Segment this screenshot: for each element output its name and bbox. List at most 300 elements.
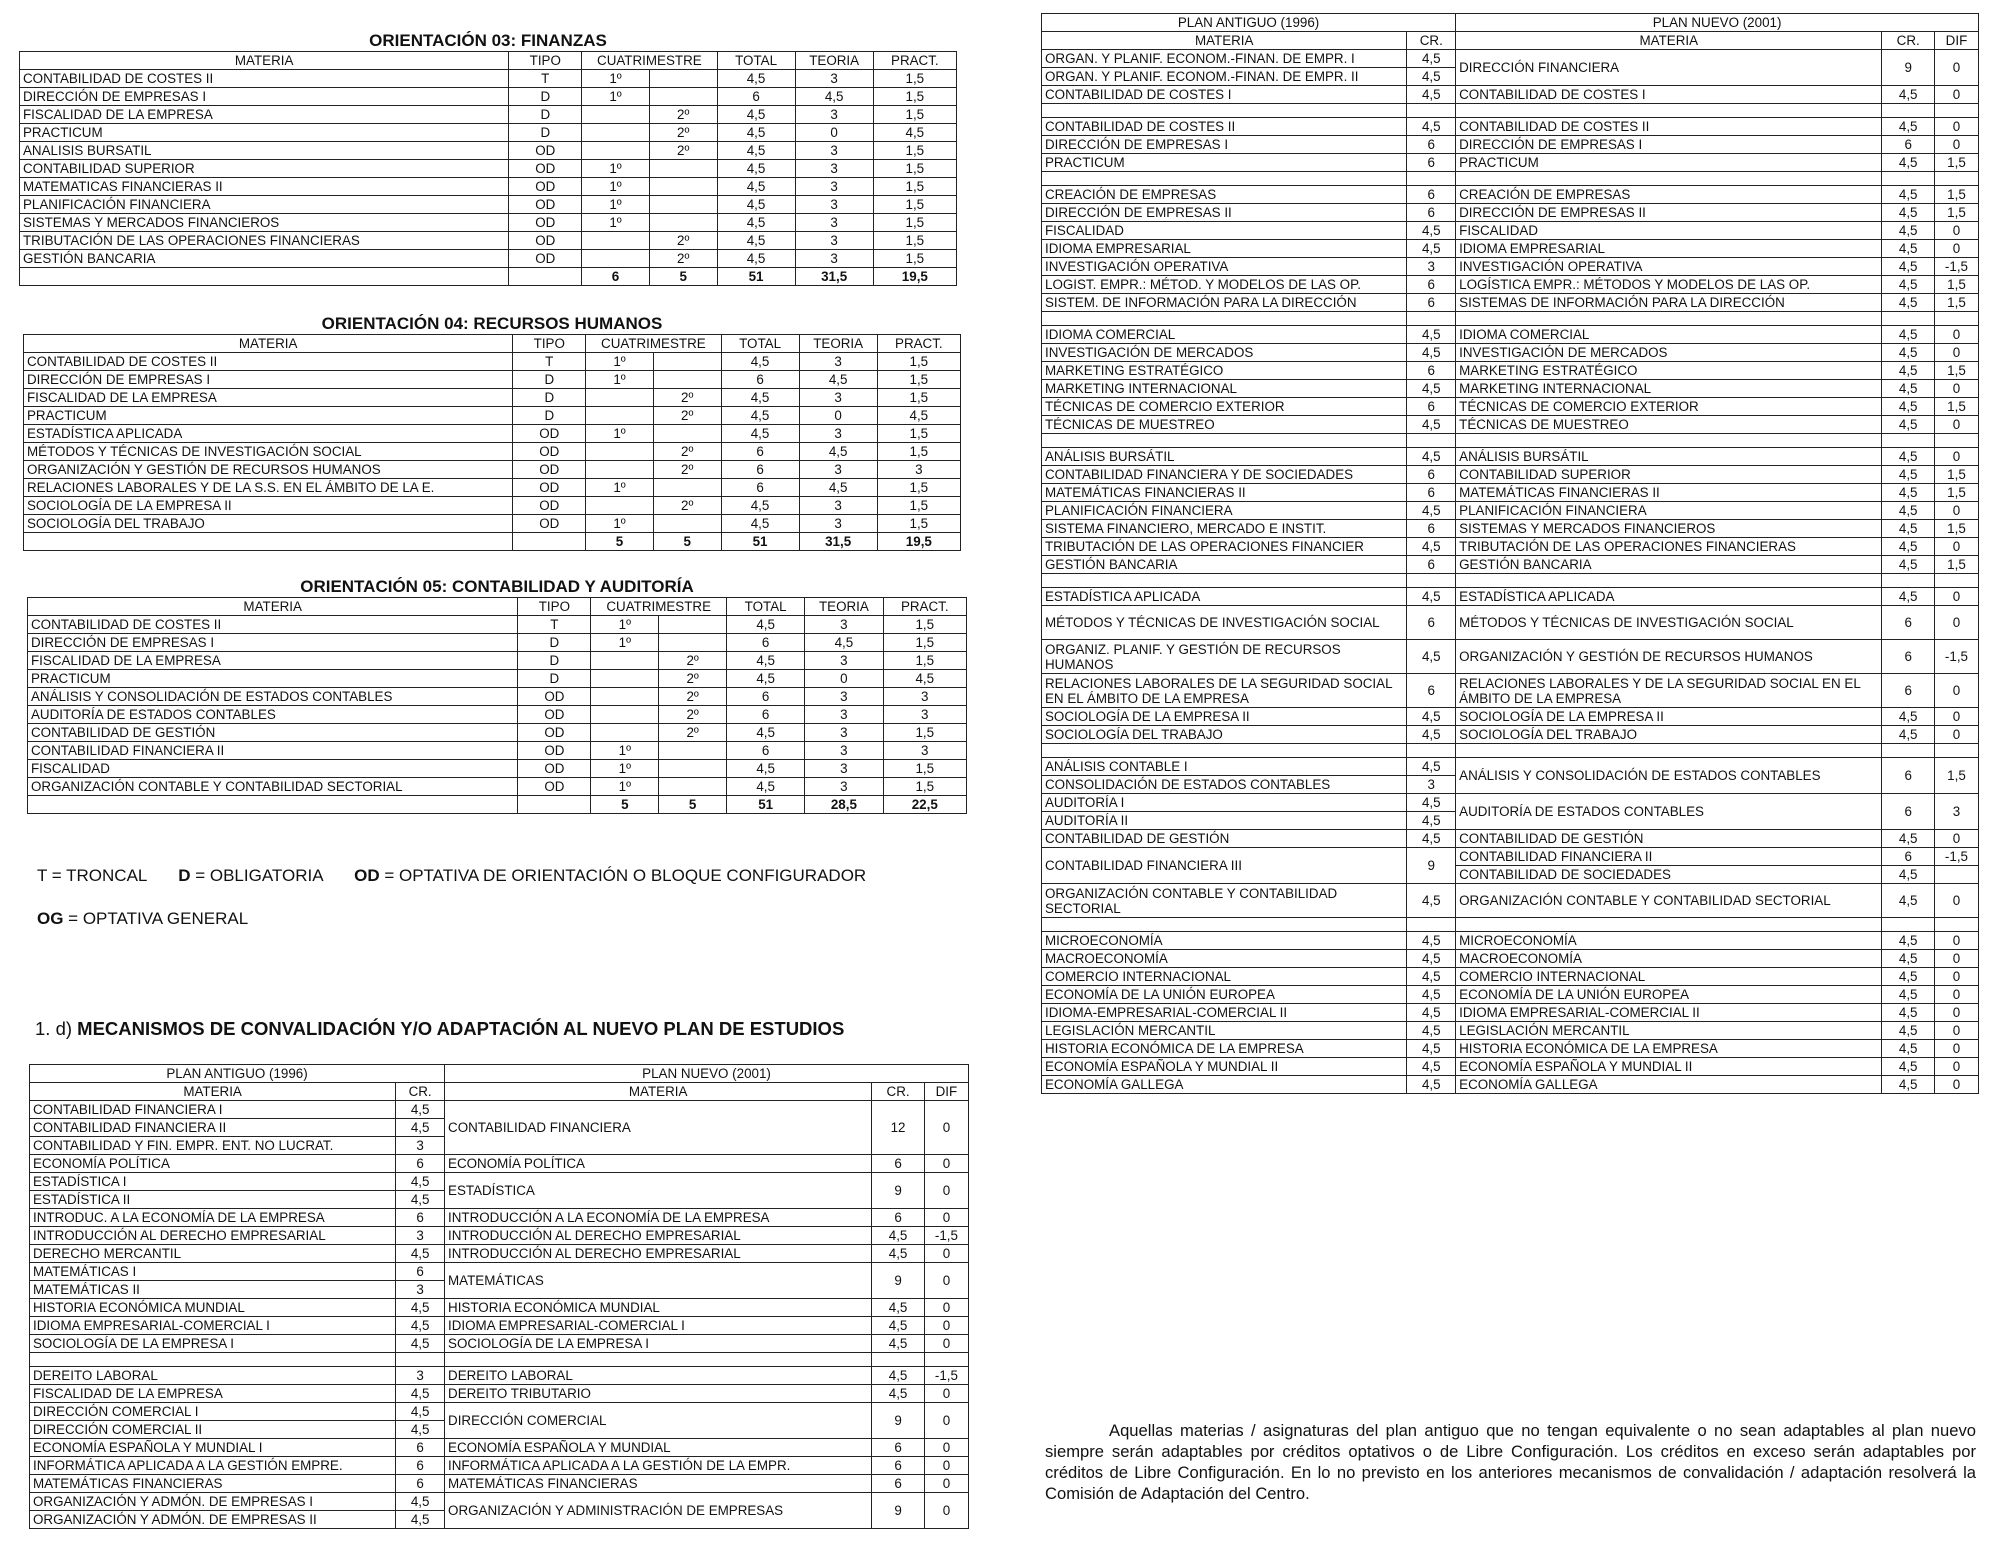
dif-cell: 0 (924, 1403, 968, 1439)
dif-cell: 1,5 (1934, 276, 1978, 294)
old-subject-cell: HISTORIA ECONÓMICA MUNDIAL (30, 1299, 396, 1317)
table-row (1042, 794, 1979, 812)
new-credits-cell: 4,5 (1882, 380, 1934, 398)
table-cell: 1º (591, 778, 659, 796)
new-credits-cell: 4,5 (1882, 1058, 1934, 1076)
dif-cell: 3 (1934, 794, 1978, 830)
table-cell: 1,5 (873, 232, 956, 250)
new-credits-cell: 4,5 (1882, 502, 1934, 520)
table-row (1042, 830, 1979, 848)
table-cell: D (518, 652, 591, 670)
new-credits-cell: 9 (872, 1493, 925, 1529)
table-cell: 1,5 (877, 497, 960, 515)
table-cell: 3 (805, 742, 883, 760)
table-cell: 4,5 (717, 70, 795, 88)
table-cell: 2º (659, 706, 727, 724)
table-row (30, 1493, 969, 1511)
new-subject-cell: INTRODUCCIÓN AL DERECHO EMPRESARIAL (445, 1227, 872, 1245)
table-cell: 4,5 (717, 142, 795, 160)
dif-cell: 0 (1934, 502, 1978, 520)
dif-cell: 0 (924, 1317, 968, 1335)
empty-cell (1407, 312, 1456, 326)
table-cell: 6 (717, 88, 795, 106)
table-row (24, 497, 961, 515)
table-row (1042, 258, 1979, 276)
new-credits-cell: 4,5 (1882, 362, 1934, 380)
table-cell: CONTABILIDAD DE COSTES II (24, 353, 513, 371)
old-subject-cell: MATEMÁTICAS FINANCIERAS II (1042, 484, 1407, 502)
new-subject-cell: INFORMÁTICA APLICADA A LA GESTIÓN DE LA EMPR. (445, 1457, 872, 1475)
new-credits-cell: 6 (872, 1155, 925, 1173)
table-row (30, 1439, 969, 1457)
table-cell: 1º (586, 515, 654, 533)
total-cell: 5 (653, 533, 721, 551)
dif-cell: 1,5 (1934, 398, 1978, 416)
dif-cell: 0 (924, 1493, 968, 1529)
old-credits-cell: 4,5 (1407, 884, 1456, 918)
empty-cell (396, 1353, 445, 1367)
old-subject-cell: ORGANIZACIÓN Y ADMÓN. DE EMPRESAS I (30, 1493, 396, 1511)
dif-cell: 0 (1934, 968, 1978, 986)
table-row (28, 634, 967, 652)
table-cell: 6 (727, 706, 805, 724)
table-cell (659, 778, 727, 796)
table-cell: 4,5 (721, 515, 799, 533)
table-row (1042, 520, 1979, 538)
new-subject-cell: DEREITO TRIBUTARIO (445, 1385, 872, 1403)
old-credits-cell: 4,5 (1407, 1076, 1456, 1094)
table-cell: 1,5 (883, 760, 966, 778)
table-cell: ORGANIZACIÓN CONTABLE Y CONTABILIDAD SECTORIAL (28, 778, 518, 796)
empty-cell (1934, 434, 1978, 448)
table-row (1042, 848, 1979, 866)
table-cell: 4,5 (721, 389, 799, 407)
column-header: MATERIA (1456, 32, 1882, 50)
table-cell: 1,5 (873, 142, 956, 160)
new-subject-cell: ANÁLISIS BURSÁTIL (1456, 448, 1882, 466)
table-cell: GESTIÓN BANCARIA (20, 250, 509, 268)
column-header: PRACT. (883, 598, 966, 616)
old-subject-cell: SOCIOLOGÍA DE LA EMPRESA II (1042, 708, 1407, 726)
empty-cell (1407, 574, 1456, 588)
table-cell: 3 (805, 706, 883, 724)
old-credits-cell: 4,5 (396, 1511, 445, 1529)
old-credits-cell: 4,5 (1407, 1022, 1456, 1040)
empty-cell (1934, 918, 1978, 932)
table-row (1042, 708, 1979, 726)
table-row (24, 479, 961, 497)
new-credits-cell: 9 (872, 1173, 925, 1209)
new-subject-cell: LEGISLACIÓN MERCANTIL (1456, 1022, 1882, 1040)
column-header: TOTAL (717, 52, 795, 70)
total-row (28, 796, 967, 814)
table-cell: 1º (586, 425, 654, 443)
table-cell: 1º (586, 479, 654, 497)
new-credits-cell: 4,5 (1882, 1022, 1934, 1040)
table-cell: 2º (649, 106, 717, 124)
old-credits-cell: 4,5 (1407, 812, 1456, 830)
old-credits-cell: 4,5 (1407, 50, 1456, 68)
table-cell: 4,5 (727, 724, 805, 742)
new-credits-cell: 4,5 (1882, 1004, 1934, 1022)
table-cell: DIRECCIÓN DE EMPRESAS I (24, 371, 513, 389)
table-cell (591, 724, 659, 742)
new-credits-cell: 4,5 (1882, 240, 1934, 258)
table-row (1042, 986, 1979, 1004)
table-cell: 1,5 (873, 88, 956, 106)
table-row (28, 688, 967, 706)
table-cell: OD (509, 232, 582, 250)
column-header: TIPO (513, 335, 586, 353)
new-subject-cell: MARKETING INTERNACIONAL (1456, 380, 1882, 398)
column-header: MATERIA (20, 52, 509, 70)
old-credits-cell: 6 (1407, 294, 1456, 312)
new-credits-cell: 4,5 (1882, 884, 1934, 918)
table-row (20, 250, 957, 268)
table-row (1042, 362, 1979, 380)
table-cell (586, 389, 654, 407)
new-credits-cell: 6 (872, 1475, 925, 1493)
old-credits-cell: 4,5 (1407, 640, 1456, 674)
table-row (1042, 86, 1979, 104)
new-subject-cell: IDIOMA EMPRESARIAL-COMERCIAL I (445, 1317, 872, 1335)
empty-cell (1934, 866, 1978, 884)
empty-cell (1042, 172, 1407, 186)
empty-cell (1042, 434, 1407, 448)
column-header: CR. (1882, 32, 1934, 50)
dif-cell: 0 (1934, 344, 1978, 362)
old-subject-cell: ORGANIZACIÓN Y ADMÓN. DE EMPRESAS II (30, 1511, 396, 1529)
dif-cell: 1,5 (1934, 362, 1978, 380)
column-header: TEORIA (795, 52, 873, 70)
old-credits-cell: 4,5 (396, 1403, 445, 1421)
new-subject-cell: CONTABILIDAD FINANCIERA (445, 1101, 872, 1155)
new-subject-cell: PLANIFICACIÓN FINANCIERA (1456, 502, 1882, 520)
table-cell: CONTABILIDAD DE GESTIÓN (28, 724, 518, 742)
old-subject-cell: PRACTICUM (1042, 154, 1407, 172)
old-credits-cell: 4,5 (1407, 240, 1456, 258)
table-cell: RELACIONES LABORALES Y DE LA S.S. EN EL ÁMBITO DE LA E. (24, 479, 513, 497)
table-row (30, 1385, 969, 1403)
old-credits-cell: 4,5 (1407, 968, 1456, 986)
table-cell: TRIBUTACIÓN DE LAS OPERACIONES FINANCIERAS (20, 232, 509, 250)
old-subject-cell: COMERCIO INTERNACIONAL (1042, 968, 1407, 986)
dif-cell: 0 (924, 1101, 968, 1155)
dif-cell: 1,5 (1934, 154, 1978, 172)
new-subject-cell: ORGANIZACIÓN Y ADMINISTRACIÓN DE EMPRESAS (445, 1493, 872, 1529)
dif-cell: 0 (1934, 86, 1978, 104)
dif-cell: 0 (1934, 50, 1978, 86)
table-cell (649, 88, 717, 106)
table-row (1042, 276, 1979, 294)
table-cell: D (513, 389, 586, 407)
new-credits-cell: 4,5 (1882, 222, 1934, 240)
new-credits-cell: 9 (872, 1403, 925, 1439)
table-row (1042, 950, 1979, 968)
old-subject-cell: CONTABILIDAD DE GESTIÓN (1042, 830, 1407, 848)
table-cell: OD (513, 497, 586, 515)
table-row (30, 1155, 969, 1173)
table-row (24, 353, 961, 371)
old-credits-cell: 4,5 (1407, 950, 1456, 968)
total-cell (513, 533, 586, 551)
new-credits-cell: 4,5 (1882, 86, 1934, 104)
table-row (1042, 1022, 1979, 1040)
table-row (1042, 606, 1979, 640)
table-cell: CONTABILIDAD DE COSTES II (20, 70, 509, 88)
dif-cell: 0 (1934, 932, 1978, 950)
table-cell: 1,5 (873, 70, 956, 88)
table-cell: 6 (721, 371, 799, 389)
empty-cell (1934, 172, 1978, 186)
total-cell: 28,5 (805, 796, 883, 814)
new-subject-cell: ORGANIZACIÓN Y GESTIÓN DE RECURSOS HUMANOS (1456, 640, 1882, 674)
table-cell: 2º (649, 250, 717, 268)
dif-cell: 1,5 (1934, 556, 1978, 574)
table-row (28, 706, 967, 724)
table-cell (653, 425, 721, 443)
dif-cell: -1,5 (1934, 848, 1978, 866)
old-credits-cell: 4,5 (1407, 118, 1456, 136)
new-credits-cell: 4,5 (1882, 1040, 1934, 1058)
new-subject-cell: TÉCNICAS DE COMERCIO EXTERIOR (1456, 398, 1882, 416)
table-cell: 6 (721, 443, 799, 461)
section-title: MECANISMOS DE CONVALIDACIÓN Y/O ADAPTACIÓN AL NUEVO PLAN DE ESTUDIOS (77, 1018, 845, 1039)
empty-cell (1934, 574, 1978, 588)
table-row (1042, 556, 1979, 574)
table-cell: 3 (799, 515, 877, 533)
table-row (1042, 50, 1979, 68)
new-subject-cell: MARKETING ESTRATÉGICO (1456, 362, 1882, 380)
old-subject-cell: SOCIOLOGÍA DEL TRABAJO (1042, 726, 1407, 744)
table-row (1042, 398, 1979, 416)
new-subject-cell: HISTORIA ECONÓMICA DE LA EMPRESA (1456, 1040, 1882, 1058)
new-credits-cell: 4,5 (1882, 258, 1934, 276)
column-header: CR. (1407, 32, 1456, 50)
new-subject-cell: INVESTIGACIÓN DE MERCADOS (1456, 344, 1882, 362)
new-subject-cell: CONTABILIDAD SUPERIOR (1456, 466, 1882, 484)
new-credits-cell: 4,5 (1882, 708, 1934, 726)
new-subject-cell: MÉTODOS Y TÉCNICAS DE INVESTIGACIÓN SOCIAL (1456, 606, 1882, 640)
table-cell: 3 (883, 706, 966, 724)
table-row (1042, 222, 1979, 240)
table-cell: MATEMATICAS FINANCIERAS II (20, 178, 509, 196)
table-row (1042, 538, 1979, 556)
table-row (28, 652, 967, 670)
old-subject-cell: CONTABILIDAD FINANCIERA Y DE SOCIEDADES (1042, 466, 1407, 484)
empty-cell (1407, 434, 1456, 448)
old-subject-cell: IDIOMA-EMPRESARIAL-COMERCIAL II (1042, 1004, 1407, 1022)
table-cell: 3 (799, 461, 877, 479)
conversion-table-left (29, 1064, 969, 1529)
old-credits-cell: 6 (1407, 136, 1456, 154)
new-subject-cell: CONTABILIDAD DE SOCIEDADES (1456, 866, 1882, 884)
table-cell: DIRECCIÓN DE EMPRESAS I (20, 88, 509, 106)
table-cell: 2º (653, 461, 721, 479)
table-cell (649, 214, 717, 232)
new-subject-cell: DIRECCIÓN COMERCIAL (445, 1403, 872, 1439)
empty-cell (1882, 918, 1934, 932)
new-subject-cell: RELACIONES LABORALES Y DE LA SEGURIDAD SOCIAL EN EL ÁMBITO DE LA EMPRESA (1456, 674, 1882, 708)
table-row (1042, 1058, 1979, 1076)
table-cell: SOCIOLOGÍA DE LA EMPRESA II (24, 497, 513, 515)
new-subject-cell: ORGANIZACIÓN CONTABLE Y CONTABILIDAD SECTORIAL (1456, 884, 1882, 918)
old-credits-cell: 4,5 (1407, 380, 1456, 398)
table-cell: 4,5 (717, 232, 795, 250)
old-credits-cell: 4,5 (1407, 326, 1456, 344)
table-cell: PRACTICUM (20, 124, 509, 142)
dif-cell: 1,5 (1934, 186, 1978, 204)
new-subject-cell: ECONOMÍA GALLEGA (1456, 1076, 1882, 1094)
old-credits-cell: 6 (396, 1475, 445, 1493)
table-row (28, 616, 967, 634)
dif-cell: 1,5 (1934, 294, 1978, 312)
old-credits-cell: 4,5 (1407, 68, 1456, 86)
table-cell: 1º (591, 634, 659, 652)
table-cell (586, 497, 654, 515)
dif-cell: -1,5 (924, 1367, 968, 1385)
old-subject-cell: ANÁLISIS CONTABLE I (1042, 758, 1407, 776)
table-cell: PRACTICUM (28, 670, 518, 688)
empty-cell (924, 1353, 968, 1367)
table-cell: D (513, 371, 586, 389)
empty-cell (445, 1353, 872, 1367)
old-credits-cell: 4,5 (1407, 986, 1456, 1004)
old-credits-cell: 4,5 (396, 1335, 445, 1353)
legend-od-value: = OPTATIVA DE ORIENTACIÓN O BLOQUE CONFIGURADOR (379, 866, 867, 885)
dif-cell: 0 (1934, 884, 1978, 918)
dif-cell: 0 (1934, 118, 1978, 136)
table-cell: 6 (727, 742, 805, 760)
table-row (1042, 118, 1979, 136)
new-credits-cell: 4,5 (1882, 588, 1934, 606)
table-row (1042, 1040, 1979, 1058)
empty-cell (1042, 574, 1407, 588)
new-subject-cell: SOCIOLOGÍA DE LA EMPRESA II (1456, 708, 1882, 726)
column-header: MATERIA (28, 598, 518, 616)
new-subject-cell: ECONOMÍA ESPAÑOLA Y MUNDIAL II (1456, 1058, 1882, 1076)
table-cell: FISCALIDAD (28, 760, 518, 778)
table-cell: 1,5 (877, 389, 960, 407)
old-subject-cell: ANÁLISIS BURSÁTIL (1042, 448, 1407, 466)
dif-cell: 0 (924, 1173, 968, 1209)
new-credits-cell: 4,5 (1882, 416, 1934, 434)
table-cell: 4,5 (799, 443, 877, 461)
new-credits-cell: 4,5 (1882, 276, 1934, 294)
table-row (20, 70, 957, 88)
empty-cell (1042, 918, 1407, 932)
empty-cell (1882, 104, 1934, 118)
table-cell: 2º (653, 389, 721, 407)
old-credits-cell: 3 (396, 1367, 445, 1385)
empty-cell (1042, 312, 1407, 326)
new-credits-cell: 4,5 (1882, 484, 1934, 502)
table-cell: OD (509, 178, 582, 196)
new-credits-cell: 4,5 (872, 1335, 925, 1353)
orientation-contabilidad-auditoria (27, 577, 967, 814)
table-cell (582, 142, 650, 160)
old-subject-cell: TÉCNICAS DE MUESTREO (1042, 416, 1407, 434)
new-subject-cell: GESTIÓN BANCARIA (1456, 556, 1882, 574)
new-subject-cell: DIRECCIÓN FINANCIERA (1456, 50, 1882, 86)
dif-cell: 0 (924, 1457, 968, 1475)
old-credits-cell: 4,5 (1407, 794, 1456, 812)
table-cell: 2º (659, 688, 727, 706)
dif-cell: 0 (924, 1385, 968, 1403)
old-credits-cell: 3 (396, 1281, 445, 1299)
old-credits-cell: 6 (1407, 466, 1456, 484)
old-credits-cell: 4,5 (396, 1173, 445, 1191)
empty-cell (1456, 744, 1882, 758)
new-subject-cell: ESTADÍSTICA (445, 1173, 872, 1209)
old-subject-cell: MATEMÁTICAS FINANCIERAS (30, 1475, 396, 1493)
table-cell (591, 688, 659, 706)
column-header: TEORIA (799, 335, 877, 353)
new-subject-cell: MATEMÁTICAS FINANCIERAS II (1456, 484, 1882, 502)
new-subject-cell: IDIOMA EMPRESARIAL-COMERCIAL II (1456, 1004, 1882, 1022)
table-row (1042, 186, 1979, 204)
table-row (30, 1173, 969, 1191)
old-subject-cell: SISTEM. DE INFORMACIÓN PARA LA DIRECCIÓN (1042, 294, 1407, 312)
old-credits-cell: 6 (396, 1155, 445, 1173)
table-cell: MÉTODOS Y TÉCNICAS DE INVESTIGACIÓN SOCIAL (24, 443, 513, 461)
table-cell: 4,5 (799, 479, 877, 497)
new-subject-cell: IDIOMA EMPRESARIAL (1456, 240, 1882, 258)
old-subject-cell: IDIOMA EMPRESARIAL (1042, 240, 1407, 258)
table-cell: OD (509, 160, 582, 178)
old-credits-cell: 4,5 (396, 1299, 445, 1317)
column-header: TOTAL (721, 335, 799, 353)
new-subject-cell: TÉCNICAS DE MUESTREO (1456, 416, 1882, 434)
table-row (30, 1227, 969, 1245)
spacer-row (1042, 172, 1979, 186)
empty-cell (1934, 104, 1978, 118)
total-row (20, 268, 957, 286)
table-row (20, 196, 957, 214)
table-row (1042, 640, 1979, 674)
new-subject-cell: ECONOMÍA POLÍTICA (445, 1155, 872, 1173)
legend-line-2 (37, 909, 248, 929)
table-cell: 1º (586, 371, 654, 389)
old-subject-cell: IDIOMA COMERCIAL (1042, 326, 1407, 344)
new-credits-cell: 4,5 (1882, 1076, 1934, 1094)
table-cell: 4,5 (717, 160, 795, 178)
new-subject-cell: ESTADÍSTICA APLICADA (1456, 588, 1882, 606)
table-cell: 1º (582, 88, 650, 106)
old-subject-cell: TÉCNICAS DE COMERCIO EXTERIOR (1042, 398, 1407, 416)
old-subject-cell: ESTADÍSTICA APLICADA (1042, 588, 1407, 606)
old-credits-cell: 6 (1407, 520, 1456, 538)
legend-od-key: OD (354, 866, 380, 885)
dif-cell: 0 (1934, 136, 1978, 154)
table-cell: 3 (805, 652, 883, 670)
total-cell (24, 533, 513, 551)
old-credits-cell: 4,5 (1407, 344, 1456, 362)
table-cell: D (509, 124, 582, 142)
table-cell: 4,5 (721, 425, 799, 443)
new-credits-cell: 4,5 (1882, 344, 1934, 362)
table-row (1042, 1076, 1979, 1094)
column-header: PRACT. (873, 52, 956, 70)
old-subject-cell: RELACIONES LABORALES DE LA SEGURIDAD SOCIAL EN EL ÁMBITO DE LA EMPRESA (1042, 674, 1407, 708)
table-cell: OD (509, 214, 582, 232)
old-credits-cell: 4,5 (1407, 448, 1456, 466)
table-cell: 0 (795, 124, 873, 142)
table-cell: ORGANIZACIÓN Y GESTIÓN DE RECURSOS HUMANOS (24, 461, 513, 479)
new-credits-cell: 4,5 (1882, 154, 1934, 172)
total-cell: 5 (586, 533, 654, 551)
table-cell: 3 (805, 760, 883, 778)
